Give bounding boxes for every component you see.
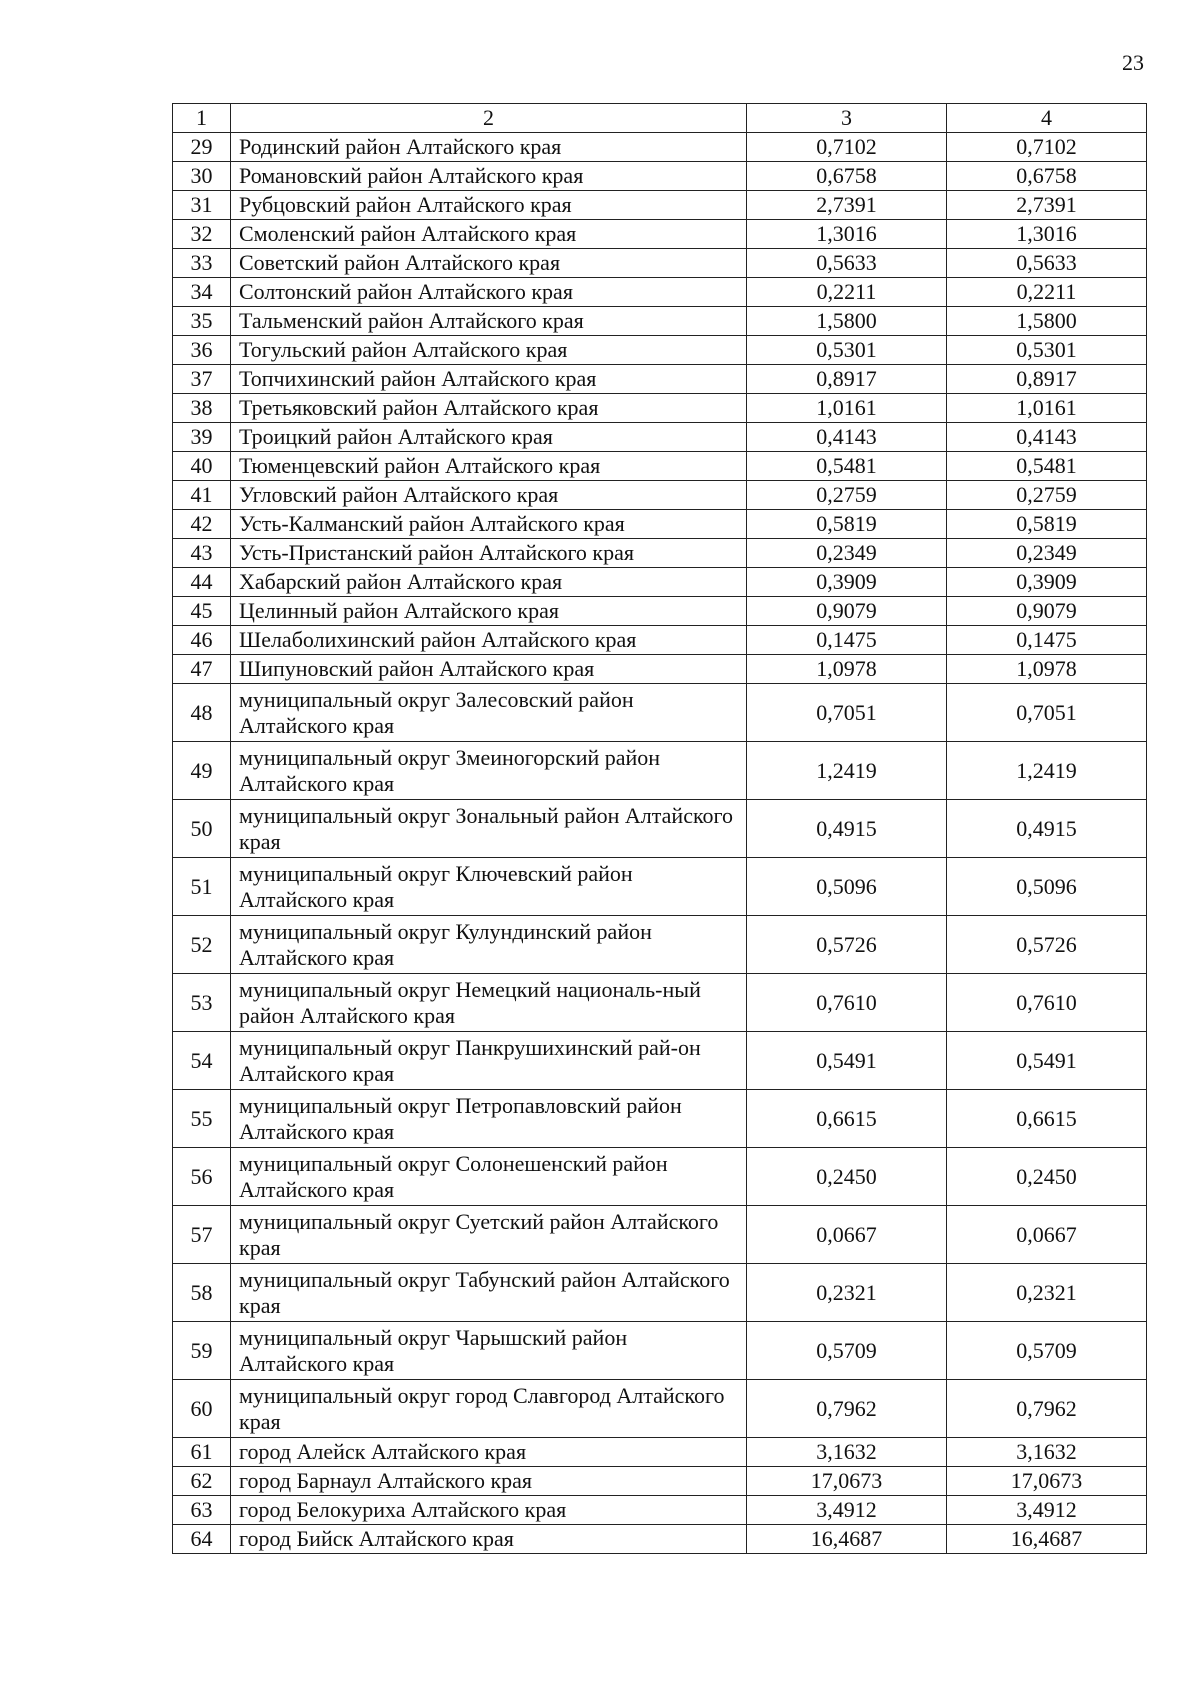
row-value-4-cell: 0,0667 <box>947 1206 1147 1264</box>
header-cell-4: 4 <box>947 104 1147 133</box>
row-value-3-cell: 1,0978 <box>747 655 947 684</box>
table-row <box>173 1380 1147 1438</box>
row-name-cell: Солтонский район Алтайского края <box>231 278 747 307</box>
table-body <box>173 104 1147 1554</box>
row-value-3-cell: 0,5709 <box>747 1322 947 1380</box>
row-number-cell: 54 <box>173 1032 231 1090</box>
row-value-3-cell: 1,3016 <box>747 220 947 249</box>
row-value-3-cell: 3,4912 <box>747 1496 947 1525</box>
row-value-3-cell: 1,2419 <box>747 742 947 800</box>
row-value-4-cell: 0,5709 <box>947 1322 1147 1380</box>
table-row <box>173 220 1147 249</box>
row-name-cell: Угловский район Алтайского края <box>231 481 747 510</box>
table-row <box>173 974 1147 1032</box>
row-value-4-cell: 0,8917 <box>947 365 1147 394</box>
row-value-3-cell: 1,5800 <box>747 307 947 336</box>
table-row <box>173 133 1147 162</box>
table-row <box>173 191 1147 220</box>
row-number-cell: 33 <box>173 249 231 278</box>
row-number-cell: 37 <box>173 365 231 394</box>
row-value-4-cell: 0,2759 <box>947 481 1147 510</box>
table-row <box>173 1032 1147 1090</box>
table-row <box>173 278 1147 307</box>
row-name-cell: муниципальный округ Чарышский район Алтайского края <box>231 1322 747 1380</box>
row-value-4-cell: 16,4687 <box>947 1525 1147 1554</box>
row-name-cell: Троицкий район Алтайского края <box>231 423 747 452</box>
table-row <box>173 684 1147 742</box>
row-value-4-cell: 3,1632 <box>947 1438 1147 1467</box>
row-value-3-cell: 16,4687 <box>747 1525 947 1554</box>
row-value-3-cell: 0,9079 <box>747 597 947 626</box>
row-value-4-cell: 0,5633 <box>947 249 1147 278</box>
row-number-cell: 55 <box>173 1090 231 1148</box>
row-name-cell: муниципальный округ Ключевский район Алтайского края <box>231 858 747 916</box>
table-row <box>173 1438 1147 1467</box>
row-number-cell: 29 <box>173 133 231 162</box>
table-row <box>173 568 1147 597</box>
row-value-3-cell: 0,2349 <box>747 539 947 568</box>
row-value-4-cell: 0,4143 <box>947 423 1147 452</box>
table-row <box>173 1525 1147 1554</box>
row-number-cell: 58 <box>173 1264 231 1322</box>
row-value-4-cell: 0,5301 <box>947 336 1147 365</box>
row-number-cell: 30 <box>173 162 231 191</box>
row-name-cell: Советский район Алтайского края <box>231 249 747 278</box>
row-value-4-cell: 0,5726 <box>947 916 1147 974</box>
row-value-3-cell: 0,2321 <box>747 1264 947 1322</box>
row-value-4-cell: 0,5491 <box>947 1032 1147 1090</box>
row-name-cell: Родинский район Алтайского края <box>231 133 747 162</box>
row-number-cell: 44 <box>173 568 231 597</box>
row-number-cell: 32 <box>173 220 231 249</box>
table-row <box>173 1264 1147 1322</box>
row-name-cell: Рубцовский район Алтайского края <box>231 191 747 220</box>
row-number-cell: 64 <box>173 1525 231 1554</box>
row-value-4-cell: 0,7051 <box>947 684 1147 742</box>
page-number: 23 <box>1122 50 1144 75</box>
row-name-cell: муниципальный округ Немецкий националь-ный район Алтайского края <box>231 974 747 1032</box>
row-value-3-cell: 0,6758 <box>747 162 947 191</box>
row-name-cell: муниципальный округ Панкрушихинский рай-он Алтайского края <box>231 1032 747 1090</box>
row-name-cell: муниципальный округ Кулундинский район Алтайского края <box>231 916 747 974</box>
row-name-cell: Тюменцевский район Алтайского края <box>231 452 747 481</box>
row-name-cell: Третьяковский район Алтайского края <box>231 394 747 423</box>
table-row <box>173 916 1147 974</box>
row-value-4-cell: 0,3909 <box>947 568 1147 597</box>
row-value-3-cell: 0,8917 <box>747 365 947 394</box>
row-value-3-cell: 0,4915 <box>747 800 947 858</box>
row-name-cell: город Бийск Алтайского края <box>231 1525 747 1554</box>
row-value-4-cell: 0,7102 <box>947 133 1147 162</box>
table-row <box>173 249 1147 278</box>
row-number-cell: 59 <box>173 1322 231 1380</box>
row-value-4-cell: 0,4915 <box>947 800 1147 858</box>
table-row <box>173 539 1147 568</box>
row-value-4-cell: 0,9079 <box>947 597 1147 626</box>
row-number-cell: 53 <box>173 974 231 1032</box>
row-value-3-cell: 0,7962 <box>747 1380 947 1438</box>
row-number-cell: 31 <box>173 191 231 220</box>
row-number-cell: 63 <box>173 1496 231 1525</box>
header-cell-1: 1 <box>173 104 231 133</box>
row-value-3-cell: 0,7051 <box>747 684 947 742</box>
row-value-3-cell: 0,3909 <box>747 568 947 597</box>
row-name-cell: муниципальный округ Суетский район Алтайского края <box>231 1206 747 1264</box>
row-value-3-cell: 0,5491 <box>747 1032 947 1090</box>
row-value-3-cell: 0,5301 <box>747 336 947 365</box>
row-number-cell: 42 <box>173 510 231 539</box>
table-row <box>173 1148 1147 1206</box>
row-name-cell: Целинный район Алтайского края <box>231 597 747 626</box>
row-name-cell: Шипуновский район Алтайского края <box>231 655 747 684</box>
row-number-cell: 52 <box>173 916 231 974</box>
table-row <box>173 394 1147 423</box>
row-number-cell: 38 <box>173 394 231 423</box>
row-number-cell: 61 <box>173 1438 231 1467</box>
row-name-cell: муниципальный округ Зональный район Алтайского края <box>231 800 747 858</box>
table-row <box>173 423 1147 452</box>
row-value-3-cell: 0,5726 <box>747 916 947 974</box>
row-value-4-cell: 0,6758 <box>947 162 1147 191</box>
row-name-cell: Усть-Калманский район Алтайского края <box>231 510 747 539</box>
table-row <box>173 1206 1147 1264</box>
row-name-cell: Хабарский район Алтайского края <box>231 568 747 597</box>
row-value-4-cell: 1,2419 <box>947 742 1147 800</box>
table-row <box>173 510 1147 539</box>
row-value-3-cell: 0,7102 <box>747 133 947 162</box>
header-row <box>173 104 1147 133</box>
row-value-3-cell: 0,5633 <box>747 249 947 278</box>
row-name-cell: муниципальный округ Залесовский район Алтайского края <box>231 684 747 742</box>
row-value-4-cell: 0,2321 <box>947 1264 1147 1322</box>
row-value-4-cell: 0,6615 <box>947 1090 1147 1148</box>
table-row <box>173 1496 1147 1525</box>
row-value-4-cell: 0,7610 <box>947 974 1147 1032</box>
row-value-4-cell: 1,0978 <box>947 655 1147 684</box>
row-name-cell: Усть-Пристанский район Алтайского края <box>231 539 747 568</box>
row-value-4-cell: 1,5800 <box>947 307 1147 336</box>
row-number-cell: 41 <box>173 481 231 510</box>
row-name-cell: муниципальный округ город Славгород Алтайского края <box>231 1380 747 1438</box>
table-row <box>173 800 1147 858</box>
row-number-cell: 40 <box>173 452 231 481</box>
row-value-3-cell: 0,1475 <box>747 626 947 655</box>
row-name-cell: муниципальный округ Табунский район Алтайского края <box>231 1264 747 1322</box>
row-name-cell: муниципальный округ Солонешенский район Алтайского края <box>231 1148 747 1206</box>
row-name-cell: город Белокуриха Алтайского края <box>231 1496 747 1525</box>
table-row <box>173 1090 1147 1148</box>
row-number-cell: 34 <box>173 278 231 307</box>
row-name-cell: муниципальный округ Змеиногорский район Алтайского края <box>231 742 747 800</box>
row-value-4-cell: 0,7962 <box>947 1380 1147 1438</box>
row-number-cell: 35 <box>173 307 231 336</box>
data-table <box>172 103 1147 1554</box>
row-name-cell: Шелаболихинский район Алтайского края <box>231 626 747 655</box>
row-name-cell: Топчихинский район Алтайского края <box>231 365 747 394</box>
row-value-4-cell: 3,4912 <box>947 1496 1147 1525</box>
row-value-4-cell: 1,3016 <box>947 220 1147 249</box>
header-cell-2: 2 <box>231 104 747 133</box>
row-number-cell: 56 <box>173 1148 231 1206</box>
row-value-4-cell: 2,7391 <box>947 191 1147 220</box>
row-number-cell: 46 <box>173 626 231 655</box>
row-number-cell: 62 <box>173 1467 231 1496</box>
row-value-3-cell: 0,6615 <box>747 1090 947 1148</box>
row-value-3-cell: 0,5096 <box>747 858 947 916</box>
row-value-4-cell: 0,5096 <box>947 858 1147 916</box>
row-number-cell: 45 <box>173 597 231 626</box>
row-value-3-cell: 0,5481 <box>747 452 947 481</box>
row-value-3-cell: 2,7391 <box>747 191 947 220</box>
row-number-cell: 51 <box>173 858 231 916</box>
row-value-4-cell: 0,2450 <box>947 1148 1147 1206</box>
row-number-cell: 57 <box>173 1206 231 1264</box>
header-cell-3: 3 <box>747 104 947 133</box>
row-value-4-cell: 0,2211 <box>947 278 1147 307</box>
table-row <box>173 307 1147 336</box>
row-number-cell: 43 <box>173 539 231 568</box>
row-value-3-cell: 3,1632 <box>747 1438 947 1467</box>
row-value-4-cell: 0,5481 <box>947 452 1147 481</box>
table-row <box>173 1322 1147 1380</box>
row-number-cell: 36 <box>173 336 231 365</box>
row-name-cell: город Алейск Алтайского края <box>231 1438 747 1467</box>
row-value-3-cell: 0,7610 <box>747 974 947 1032</box>
row-value-3-cell: 0,2211 <box>747 278 947 307</box>
row-value-3-cell: 0,0667 <box>747 1206 947 1264</box>
table-row <box>173 858 1147 916</box>
row-value-3-cell: 0,2450 <box>747 1148 947 1206</box>
row-name-cell: Тальменский район Алтайского края <box>231 307 747 336</box>
table-row <box>173 336 1147 365</box>
table-row <box>173 452 1147 481</box>
row-value-4-cell: 0,1475 <box>947 626 1147 655</box>
table-row <box>173 655 1147 684</box>
table-row <box>173 597 1147 626</box>
row-name-cell: Романовский район Алтайского края <box>231 162 747 191</box>
row-name-cell: Тогульский район Алтайского края <box>231 336 747 365</box>
row-value-4-cell: 0,5819 <box>947 510 1147 539</box>
row-number-cell: 50 <box>173 800 231 858</box>
row-name-cell: Смоленский район Алтайского края <box>231 220 747 249</box>
row-value-4-cell: 1,0161 <box>947 394 1147 423</box>
row-number-cell: 39 <box>173 423 231 452</box>
row-number-cell: 48 <box>173 684 231 742</box>
row-number-cell: 47 <box>173 655 231 684</box>
table-row <box>173 162 1147 191</box>
row-value-3-cell: 0,5819 <box>747 510 947 539</box>
table-row <box>173 626 1147 655</box>
row-name-cell: город Барнаул Алтайского края <box>231 1467 747 1496</box>
row-value-4-cell: 0,2349 <box>947 539 1147 568</box>
row-number-cell: 49 <box>173 742 231 800</box>
row-number-cell: 60 <box>173 1380 231 1438</box>
table-row <box>173 481 1147 510</box>
table-row <box>173 365 1147 394</box>
row-value-3-cell: 0,2759 <box>747 481 947 510</box>
table-row <box>173 742 1147 800</box>
table-row <box>173 1467 1147 1496</box>
row-value-3-cell: 17,0673 <box>747 1467 947 1496</box>
row-value-3-cell: 1,0161 <box>747 394 947 423</box>
row-value-3-cell: 0,4143 <box>747 423 947 452</box>
row-name-cell: муниципальный округ Петропавловский район Алтайского края <box>231 1090 747 1148</box>
row-value-4-cell: 17,0673 <box>947 1467 1147 1496</box>
